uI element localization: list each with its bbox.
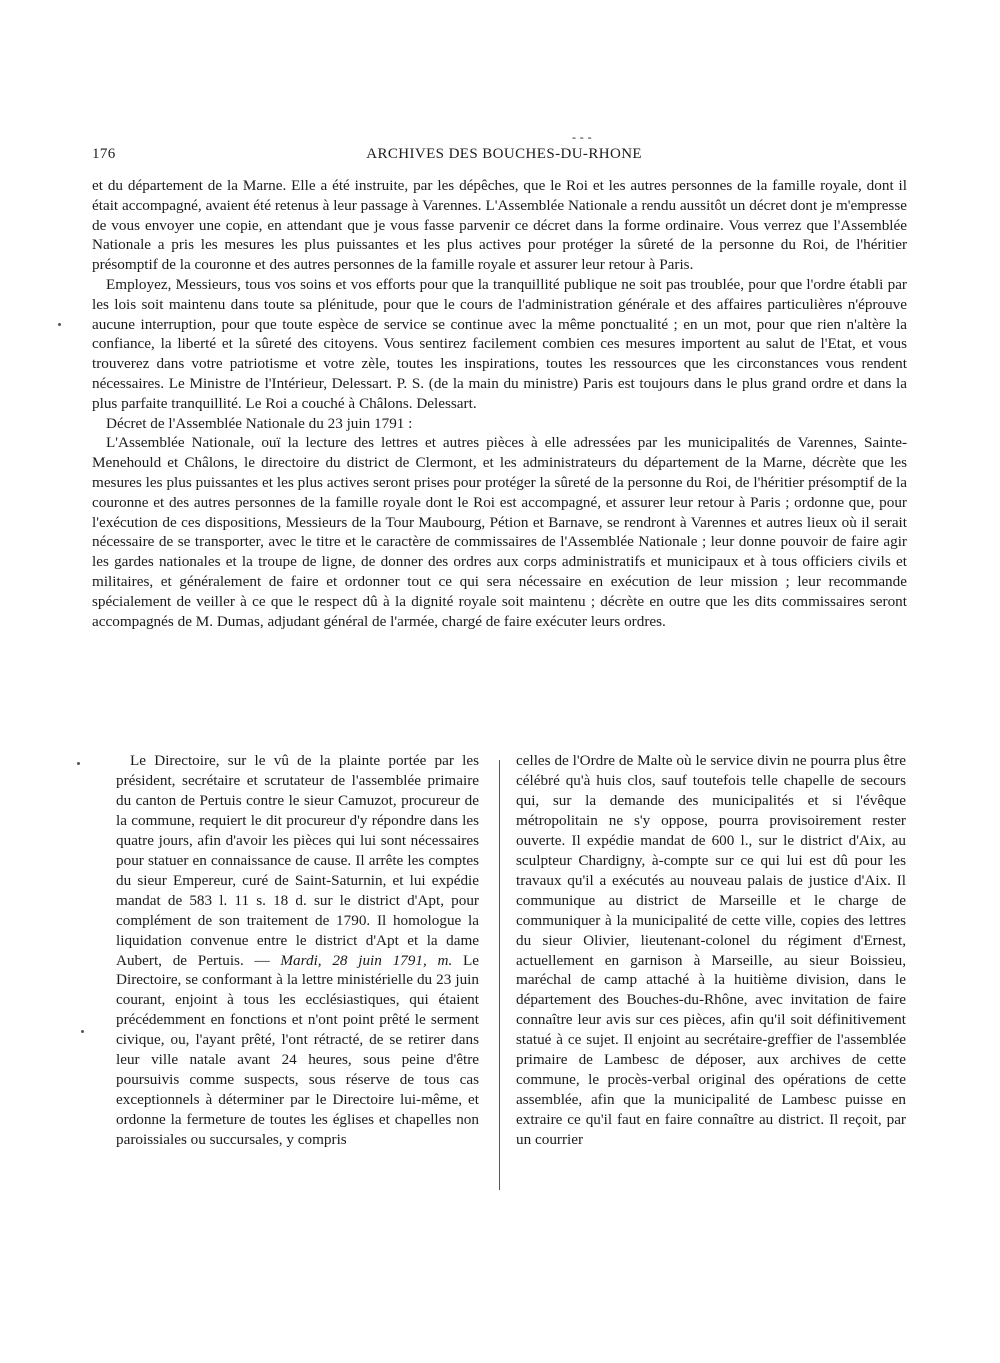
full-width-text xyxy=(92,176,907,631)
paragraph: L'Assemblée Nationale, ouï la lecture des lettres et autres pièces à elle adressées par les municipalités de Varennes, Sainte-Menehould et Châlons, le directoire du district de Clermont, et les administrateurs du département de la Marne, décrète que les mesures les plus puissantes et les plus actives seront prises pour protéger la sûreté de la personne du Roi, de l'héritier présomptif de la couronne et des autres personnes de la famille royale dont le Roi est accompagné, et assurer leur retour à Paris ; ordonne que, pour l'exécution de ces dispositions, Messieurs de la Tour Maubourg, Pétion et Barnave, se rendront à Varennes et autres lieux où il serait nécessaire de se transporter, avec le titre et le caractère de commissaires de l'Assemblée Nationale ; leur donne pouvoir de faire agir les gardes nationales et la troupe de ligne, de donner des ordres aux corps administratifs et municipaux et à tous officiers civils et militaires, et généralement de faire et ordonner tout ce qui sera nécessaire en exécution de leur mission ; leur recommande spécialement de veiller à ce que le respect dû à la dignité royale soit maintenu ; décrète en outre que les dits commissaires seront accompagnés de M. Dumas, adjudant général de l'armée, chargé de faire exécuter leurs ordres. xyxy=(92,434,907,630)
page-header xyxy=(92,130,642,166)
date-italic: Mardi, 28 juin 1791, m. xyxy=(280,951,453,969)
paragraph: et du département de la Marne. Elle a été instruite, par les dépêches, que le Roi et les autres personnes de la famille royale, dont il était accompagné, avaient été retenus à leur passage à Varennes. L'Assemblée Nationale a rendu aussitôt un décret dont je m'empresse de vous envoyer une copie, en attendant que je vous fasse parvenir ce décret dans la forme ordinaire. Vous verrez que l'Assemblée Nationale a pris les mesures les plus puissantes et les plus actives pour protéger la sûreté de la personne du Roi, de l'héritier présomptif de la couronne et des autres personnes de la famille royale et assurer leur retour à Paris. xyxy=(92,177,907,274)
page-number: 176 xyxy=(92,146,116,162)
paragraph: Décret de l'Assemblée Nationale du 23 juin 1791 : xyxy=(106,414,413,432)
header-mark: - - - xyxy=(572,130,592,144)
left-column xyxy=(116,751,479,1150)
paragraph: Employez, Messieurs, tous vos soins et vos efforts pour que la tranquillité publique ne soit pas troublée, pour que l'ordre établi par les lois soit maintenu dans toute sa plénitude, pour que le cours de l'administration générale et des affaires particulières n'éprouve aucune interruption, pour que toute espèce de service se continue avec la même ponctualité ; en un mot, pour que rien n'altère la confiance, la liberté et la sûreté des citoyens. Vous sentirez facilement combien ces mesures importent au salut de l'Etat, et vous trouverez dans votre patriotisme et votre zèle, toutes les inspirations, toutes les ressources que les circonstances vous rendent nécessaires. Le Ministre de l'Intérieur, Delessart. P. S. (de la main du ministre) Paris est toujours dans le plus grand ordre et dans la plus parfaite tranquillité. Le Roi a couché à Châlons. Delessart. xyxy=(92,275,907,412)
text-run: Le Directoire, se conformant à la lettre ministérielle du 23 juin courant, enjoint à tous les ecclésiastiques, qui étaient précédemment en fonctions et n'ont point prêté le serment civique, ou, l'ayant prêté, l'ont rétracté, de se retirer dans leur ville natale avant 24 heures, sous peine d'être poursuivis comme suspects, sous réserve de tous cas exceptionnels à déterminer par le Directoire lui-même, et ordonne la fermeture de toutes les églises et chapelles non paroissiales ou succursales, y compris xyxy=(116,951,480,1149)
paragraph: celles de l'Ordre de Malte où le service divin ne pourra plus être célébré qu'à huis clos, sauf toutefois telle chapelle de secours qui, sur la demande des municipalités et si l'évêque métropolitain ne s'y oppose, pourra provisoirement rester ouverte. Il expédie mandat de 600 l., sur le district d'Aix, au sculpteur Chardigny, à-compte sur ce qui lui est dû pour les travaux qu'il a exécutés au nouveau palais de justice d'Aix. Il communique au district de Marseille et le charge de communiquer à la municipalité de cette ville, copies des lettres du sieur Olivier, lieutenant-colonel du régiment d'Ernest, actuellement en garnison à Marseille, au sieur Boissieu, maréchal de camp attaché à la huitième division, dans le département des Bouches-du-Rhône, avec invitation de faire connaître leur avis sur ces pièces, afin qu'il soit définitivement statué à ce sujet. Il enjoint au secrétaire-greffier de l'assemblée primaire de Lambesc de déposer, aux archives de cette commune, le procès-verbal original des opérations de cette assemblée, afin que la municipalité de Lambesc puisse en extraire ce qu'il faut en faire connaître au district. Il reçoit, par un courrier xyxy=(516,752,906,1149)
column-divider xyxy=(499,760,500,1190)
right-column xyxy=(516,751,906,1150)
text-run: Le Directoire, sur le vû de la plainte portée par les président, secrétaire et scrutateur de l'assemblée primaire du canton de Pertuis contre le sieur Camuzot, procureur de la commune, requiert le dit procureur d'y répondre dans les quatre jours, afin d'avoir les pièces qui lui sont nécessaires pour statuer en connaissance de cause. Il arrête les comptes du sieur Empereur, curé de Saint-Saturnin, et lui expédie mandat de 583 l. 11 s. 18 d. sur le district d'Apt, pour complément de son traitement de 1790. Il homologue la liquidation convenue entre le district d'Apt et la dame Aubert, de Pertuis. — xyxy=(116,752,479,969)
running-title: ARCHIVES DES BOUCHES-DU-RHONE xyxy=(366,146,642,162)
paragraph xyxy=(116,751,479,1150)
